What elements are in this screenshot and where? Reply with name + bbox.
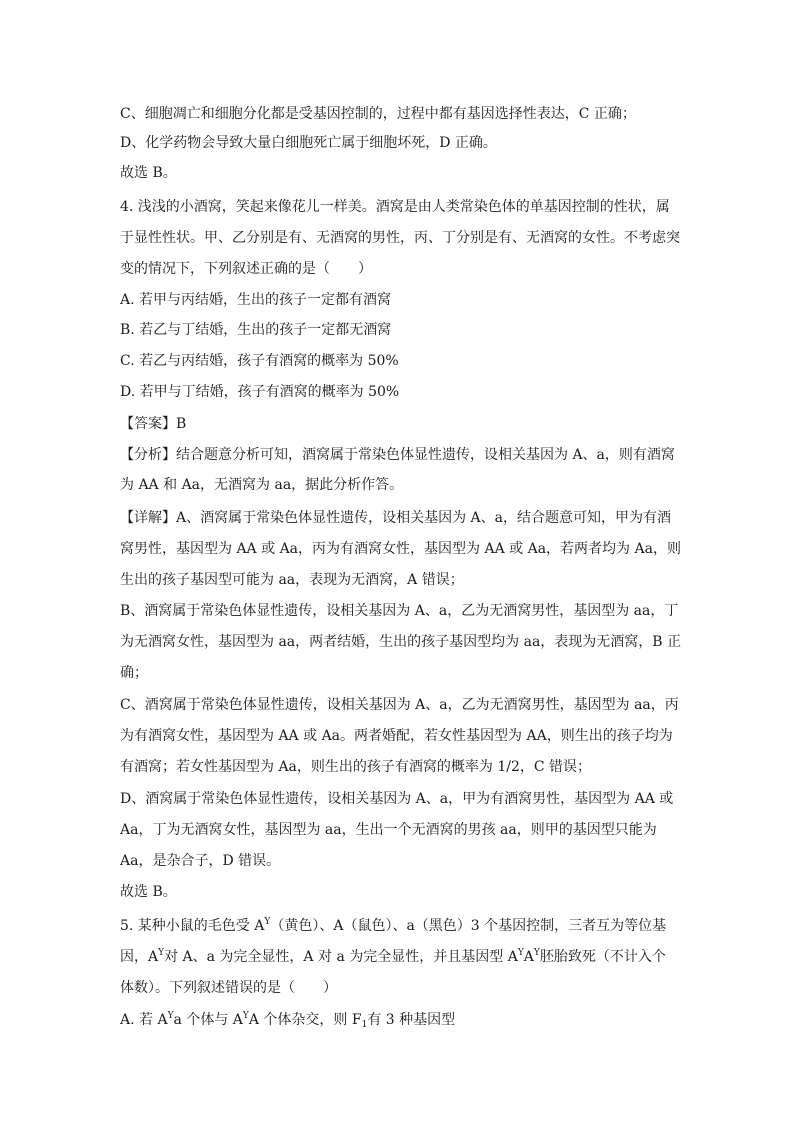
q4-analysis-line-1: 【分析】结合题意分析可知，酒窝属于常染色体显性遗传，设相关基因为 A、a，则有酒窝 [120,447,675,463]
q5-option-a: A. 若 $A^Ya$ 个体与 $A^YA$ 个体杂交，则 $F_1$有 3 种基因型 [120,1011,456,1030]
q5-stem-line-2: 因，$A^Y$对 A、a 为完全显性，A 对 a 为完全显性，并且基因型 $A^YA^Y$胚胎致死（不计入个 [120,948,666,965]
q4-stem-line-3: 变的情况下，下列叙述正确的是（ ） [120,261,372,277]
q5-stem-line-1: 5. 某种小鼠的毛色受 $A^Y$（黄色）、A（鼠色）、a（黑色）3 个基因控制，三者互为等位基 [120,917,667,934]
q4-detail-line-7: C、酒窝属于常染色体显性遗传，设相关基因为 A、a，乙为无酒窝男性，基因型为 aa，丙 [120,697,679,713]
prev-answer-pick: 故选 B。 [120,165,177,181]
q4-detail-line-4: B、酒窝属于常染色体显性遗传，设相关基因为 A、a，乙为无酒窝男性，基因型为 aa，丁 [120,603,679,619]
q4-stem-line-1: 4. 浅浅的小酒窝，笑起来像花儿一样美。酒窝是由人类常染色体的单基因控制的性状，属 [120,199,670,215]
q4-detail-line-10: D、酒窝属于常染色体显性遗传，设相关基因为 A、a，甲为有酒窝男性，基因型为 AA 或 [120,791,674,807]
q4-detail-line-1: 【详解】A、酒窝属于常染色体显性遗传，设相关基因为 A、a，结合题意可知，甲为有酒 [120,510,672,526]
prev-option-c-explanation: C、细胞凋亡和细胞分化都是受基因控制的，过程中都有基因选择性表达，C 正确； [120,106,636,122]
q4-detail-line-3: 生出的孩子基因型可能为 aa，表现为无酒窝，A 错误； [120,572,464,588]
q4-analysis-line-2: 为 AA 和 Aa，无酒窝为 aa，据此分析作答。 [120,477,404,493]
q4-option-c: C. 若乙与丙结婚，孩子有酒窝的概率为 50% [120,353,399,369]
q4-option-b: B. 若乙与丁结婚，生出的孩子一定都无酒窝 [120,322,392,338]
q4-option-a: A. 若甲与丙结婚，生出的孩子一定都有酒窝 [120,292,392,308]
q4-detail-line-11: Aa，丁为无酒窝女性，基因型为 aa，生出一个无酒窝的男孩 aa，则甲的基因型只能为 [120,822,657,838]
q4-detail-line-2: 窝男性，基因型为 AA 或 Aa，丙为有酒窝女性，基因型为 AA 或 Aa，若两者均为 Aa，则 [120,541,681,557]
q4-answer-pick: 故选 B。 [120,884,177,900]
q5-stem-line-3: 体数）。下列叙述错误的是（ ） [120,980,337,996]
q4-detail-line-12: Aa，是杂合子，D 错误。 [120,853,281,869]
prev-option-d-explanation: D、化学药物会导致大量白细胞死亡属于细胞坏死，D 正确。 [120,135,497,151]
q4-answer: 【答案】B [120,416,187,432]
q4-detail-line-8: 为有酒窝女性，基因型为 AA 或 Aa。两者婚配，若女性基因型为 AA，则生出的孩子均为 [120,728,673,744]
q4-detail-line-6: 确； [120,665,148,681]
q4-detail-line-9: 有酒窝；若女性基因型为 Aa，则生出的孩子有酒窝的概率为 1/2，C 错误； [120,759,592,775]
q4-detail-line-5: 为无酒窝女性，基因型为 aa，两者结婚，生出的孩子基因型均为 aa，表现为无酒窝，B 正 [120,634,682,650]
q4-stem-line-2: 于显性性状。甲、乙分别是有、无酒窝的男性，丙、丁分别是有、无酒窝的女性。不考虑突 [120,230,680,246]
q4-option-d: D. 若甲与丁结婚，孩子有酒窝的概率为 50% [120,384,400,400]
